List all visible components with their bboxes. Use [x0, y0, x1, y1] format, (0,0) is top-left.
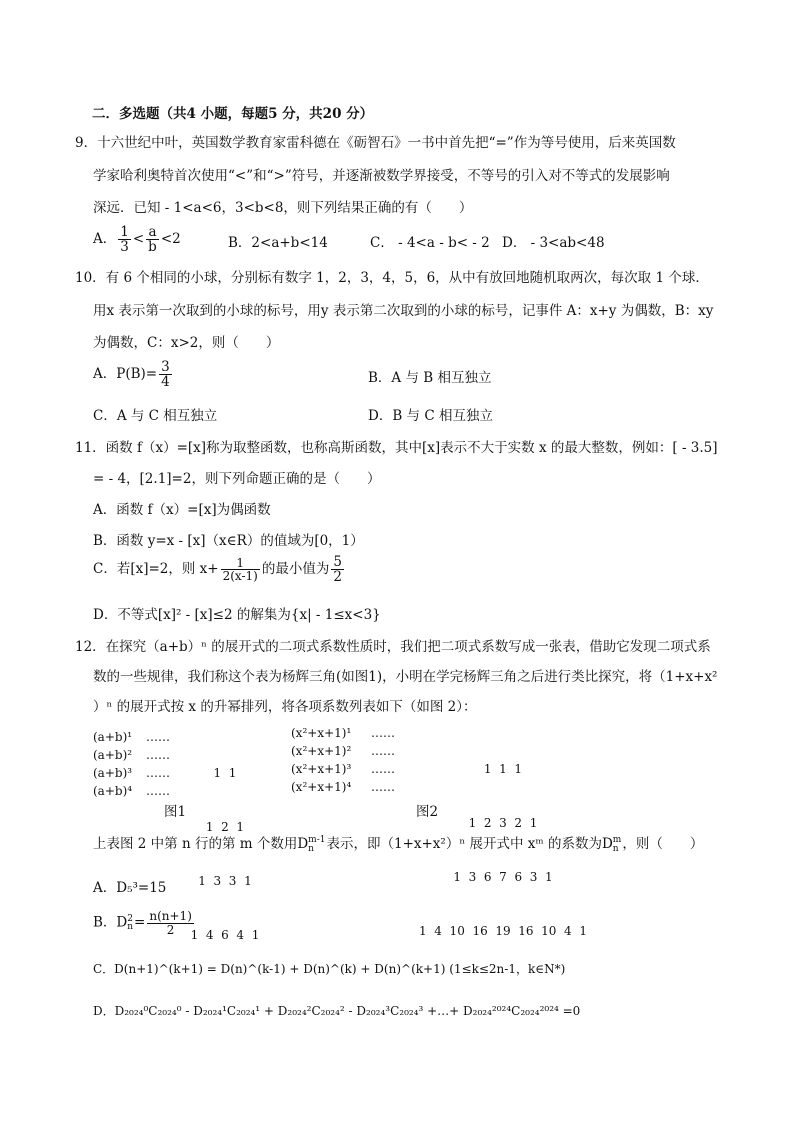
q9-option-b: B．2<a+b<14	[228, 235, 328, 251]
figure-2-labels	[291, 724, 351, 796]
fig1-coeff-row: 1 4 6 4 1	[190, 928, 260, 942]
fig2-row-label: (x²+x+1)⁴	[291, 780, 352, 794]
q12-line3: ）ⁿ 的展开式按 x 的升幂排列，将各项系数列表如下（如图 2）：	[93, 699, 477, 715]
dots: ……	[146, 748, 170, 762]
figure-2-caption: 图2	[416, 804, 439, 820]
q11-option-d: D．不等式[x]² - [x]≤2 的解集为{x| - 1≤x<3}	[93, 607, 381, 623]
figure-1-caption: 图1	[164, 804, 187, 820]
dots: ……	[146, 784, 170, 798]
fig1-coeff-row: 1 1	[213, 766, 237, 780]
section-title: 二．多选题（共4 小题，每题5 分，共20 分）	[92, 106, 374, 122]
q9-line2: 学家哈利奥特首次使用“<”和“>”符号，并逐渐被数学界接受，不等号的引入对不等式的发展影响	[93, 168, 670, 184]
fig1-row-label: (a+b)³	[93, 766, 133, 780]
fig2-coeff-row: 1 4 10 16 19 16 10 4 1	[419, 924, 587, 938]
dots: ……	[371, 744, 395, 758]
q9-option-a: A． $\frac{1}{3}$ < $\frac{a}{b}$ <2	[93, 224, 181, 256]
dots: ……	[371, 780, 395, 794]
fig2-row-label: (x²+x+1)¹	[291, 726, 352, 740]
fig2-coeff-row: 1 2 3 2 1	[468, 816, 538, 830]
q9-option-d: D． - 3<ab<48	[502, 235, 605, 251]
q12-line2: 数的一些规律，我们称这个表为杨辉三角(如图1)，小明在学完杨辉三角之后进行类比探究，将（1+x+x²	[93, 669, 718, 685]
fig1-row-label: (a+b)²	[93, 748, 133, 762]
q10-line3: 为偶数，C：x>2，则（ ）	[93, 335, 280, 351]
fig1-coeff-row: 1 3 3 1	[198, 874, 252, 888]
dots: ……	[146, 766, 170, 780]
fig1-row-label: (a+b)⁴	[93, 784, 133, 798]
q10-line2: 用x 表示第一次取到的小球的标号，用y 表示第二次取到的小球的标号，记事件 A：x+y 为偶数，B：xy	[93, 303, 714, 319]
q11-line2: = - 4，[2.1]=2，则下列命题正确的是（ ）	[93, 471, 381, 487]
fig2-row-label: (x²+x+1)³	[291, 762, 352, 776]
q12-option-b: B．D 2 n = $\frac{n(n+1)}{2}$	[93, 909, 192, 937]
figure-1-dots	[146, 728, 170, 800]
q9-line3: 深远．已知 - 1<a<6，3<b<8，则下列结果正确的有（ ）	[93, 200, 473, 216]
dots: ……	[146, 730, 170, 744]
q10-option-a: A．P(B)= $\frac{3}{4}$	[93, 359, 170, 391]
q10-option-d: D．B 与 C 相互独立	[368, 408, 493, 424]
fig2-coeff-row: 1 1 1	[483, 762, 523, 776]
dots: ……	[371, 726, 395, 740]
figure-2-dots	[371, 724, 395, 796]
q12-stem: 上表图 2 中第 n 行的第 m 个数用D m-1 n 表示，即（1+x+x²）ⁿ 展开式中 xᵐ 的系数为D m n ，则（ ）	[93, 834, 704, 854]
fig2-row-label: (x²+x+1)²	[291, 744, 352, 758]
q11-option-c: C．若[x]=2，则 x+ $\frac{1}{2(x-1)}$ 的最小值为 $\frac{5}{2}$	[93, 554, 342, 586]
q11-option-a: A．函数 f（x）=[x]为偶函数	[93, 502, 271, 518]
q12-option-a: A．D₅³=15	[93, 880, 167, 896]
q10-line1: 10．有 6 个相同的小球，分别标有数字 1，2，3，4，5，6，从中有放回地随机取两次，每次取 1 个球．	[75, 270, 709, 286]
figure-1-labels	[93, 728, 132, 800]
q9-option-c: C． - 4<a - b< - 2	[370, 235, 490, 251]
fig2-coeff-row: 1 3 6 7 6 3 1	[453, 870, 553, 884]
q11-line1: 11．函数 f（x）=[x]称为取整函数，也称高斯函数，其中[x]表示不大于实数 x 的最大整数，例如：[ - 3.5]	[75, 440, 718, 456]
q10-option-b: B．A 与 B 相互独立	[368, 370, 492, 386]
q9-line1: 9．十六世纪中叶，英国数学教育家雷科德在《砺智石》一书中首先把“=”作为等号使用，后来英国数	[75, 135, 676, 151]
fig1-coeff-row: 1 2 1	[205, 820, 245, 834]
q12-option-d: D．D₂₀₂₄⁰C₂₀₂₄⁰ - D₂₀₂₄¹C₂₀₂₄¹ + D₂₀₂₄²C₂₀₂₄² - D₂₀₂₄³C₂₀₂₄³ +…+ D₂₀₂₄²⁰²⁴C₂₀₂₄²⁰²⁴ =0	[93, 1004, 581, 1018]
q11-option-b: B．函数 y=x - [x]（x∈R）的值域为[0，1）	[93, 533, 364, 549]
q10-option-c: C．A 与 C 相互独立	[93, 408, 218, 424]
q12-line1: 12．在探究（a+b）ⁿ 的展开式的二项式系数性质时，我们把二项式系数写成一张表，借助它发现二项式系	[75, 639, 711, 655]
dots: ……	[371, 762, 395, 776]
fig1-row-label: (a+b)¹	[93, 730, 133, 744]
q12-option-c: C．D(n+1)^(k+1) = D(n)^(k-1) + D(n)^(k) + D(n)^(k+1) (1≤k≤2n-1，k∈N*)	[93, 962, 566, 976]
